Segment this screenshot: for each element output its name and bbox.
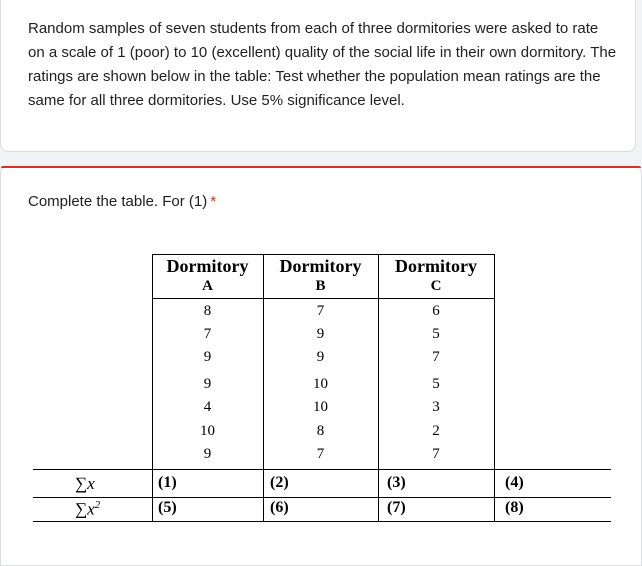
sum-x2-a: (5) — [158, 499, 177, 516]
cell-a-3: 9 — [203, 349, 212, 365]
question-title-text: Complete the table. For (1) — [28, 193, 208, 210]
cell-c-2: 5 — [432, 326, 440, 342]
cell-a-7: 9 — [203, 446, 212, 462]
cell-c-4: 5 — [432, 376, 440, 392]
sum-bottom-rule — [33, 521, 611, 522]
cell-c-7: 7 — [432, 446, 440, 462]
cell-a-4: 9 — [203, 376, 212, 392]
header-dorm-b: Dormitory — [279, 256, 362, 276]
cell-a-6: 10 — [200, 423, 215, 439]
cell-a-1: 8 — [203, 303, 212, 319]
sum-x-label — [75, 474, 95, 494]
cell-c-1: 6 — [432, 303, 440, 319]
cell-b-3: 9 — [316, 349, 325, 365]
sum-x2-label — [75, 499, 100, 520]
cell-b-4: 10 — [313, 376, 328, 392]
cell-c-3: 7 — [432, 349, 440, 365]
cell-b-7: 7 — [316, 446, 325, 462]
sum-top-rule — [33, 469, 611, 470]
header-dorm-a: Dormitory — [166, 256, 249, 276]
header-bottom-rule — [152, 298, 494, 299]
cell-b-2: 9 — [316, 326, 325, 342]
cell-c-6: 2 — [432, 423, 440, 439]
sum-x-var: x — [87, 474, 95, 493]
sigma-symbol: ∑ — [75, 499, 88, 519]
header-top-rule — [152, 254, 494, 255]
cell-a-2: 7 — [203, 326, 212, 342]
cell-c-5: 3 — [432, 399, 440, 415]
sum-x2-power: 2 — [94, 499, 101, 511]
sum-x-b: (2) — [270, 474, 289, 491]
sigma-symbol: ∑ — [75, 474, 88, 493]
sum-x2-c: (7) — [387, 499, 406, 516]
header-dorm-c: Dormitory — [395, 256, 477, 276]
required-asterisk: * — [210, 193, 217, 210]
sum-x-a: (1) — [158, 474, 177, 491]
cell-b-1: 7 — [316, 303, 325, 319]
cell-b-5: 10 — [313, 399, 328, 415]
cell-a-5: 4 — [203, 399, 212, 415]
sum-x2-var: x — [87, 499, 95, 519]
col-c-right-border — [494, 254, 495, 522]
problem-description: Random samples of seven students from each of three dormitories were asked to rate on a scale of 1 (poor) to 10 (excellent) quality of the social life in their own dormitory. The ratings are shown below in the table: Test whether the population mean ratings are the same for all three dormitories. Use 5% significance level. — [28, 20, 617, 109]
sum-x-c: (3) — [387, 474, 406, 491]
sum-x2-total: (8) — [505, 499, 524, 516]
sum-x2-b: (6) — [270, 499, 289, 516]
header-dorm-a-sub: A — [202, 278, 213, 294]
sum-mid-rule — [33, 497, 611, 498]
cell-b-6: 8 — [316, 423, 325, 439]
header-dorm-b-sub: B — [315, 278, 326, 294]
sum-x-total: (4) — [505, 474, 524, 491]
header-dorm-c-sub: C — [430, 278, 442, 294]
